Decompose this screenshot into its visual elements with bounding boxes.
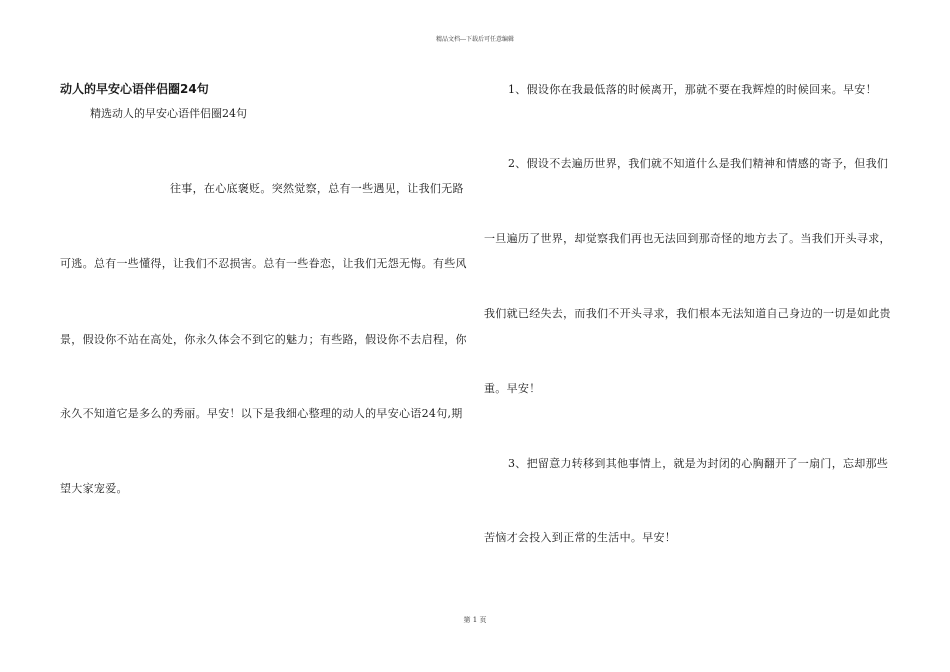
- right-text-line: 我们就已经失去，而我们不开头寻求，我们根本无法知道自己身边的一切是如此贵: [484, 307, 891, 320]
- right-text-line: 2、假设不去遍历世界，我们就不知道什么是我们精神和情感的寄予，但我们: [508, 157, 889, 170]
- left-text-line: 往事，在心底褒贬。突然觉察，总有一些遇见，让我们无路: [170, 182, 464, 195]
- left-text-line: 可逃。总有一些懂得，让我们不忍损害。总有一些眷恋，让我们无怨无悔。有些风: [60, 257, 467, 270]
- page-header: 精品文档---下载后可任意编辑: [435, 36, 515, 43]
- left-text-line: 望大家宠爱。: [60, 482, 128, 495]
- left-text-line: 景，假设你不站在高处，你永久体会不到它的魅力；有些路，假设你不去启程，你: [60, 333, 467, 346]
- page-number: 第 1 页: [463, 616, 487, 624]
- document-title: 动人的早安心语伴侣圈24句: [60, 82, 209, 96]
- right-text-line: 苦恼才会投入到正常的生活中。早安！: [484, 531, 677, 544]
- left-text-line: 永久不知道它是多么的秀丽。早安！以下是我细心整理的动人的早安心语24句,期: [60, 407, 463, 420]
- document-subtitle: 精选动人的早安心语伴侣圈24句: [90, 107, 247, 120]
- right-text-line: 重。早安！: [484, 382, 541, 395]
- right-text-line: 3、把留意力转移到其他事情上，就是为封闭的心胸翻开了一扇门，忘却那些: [508, 457, 889, 470]
- right-text-line: 一旦遍历了世界，却觉察我们再也无法回到那奇怪的地方去了。当我们开头寻求，: [484, 232, 891, 245]
- right-text-line: 1、假设你在我最低落的时候离开，那就不要在我辉煌的时候回来。早安！: [508, 83, 877, 96]
